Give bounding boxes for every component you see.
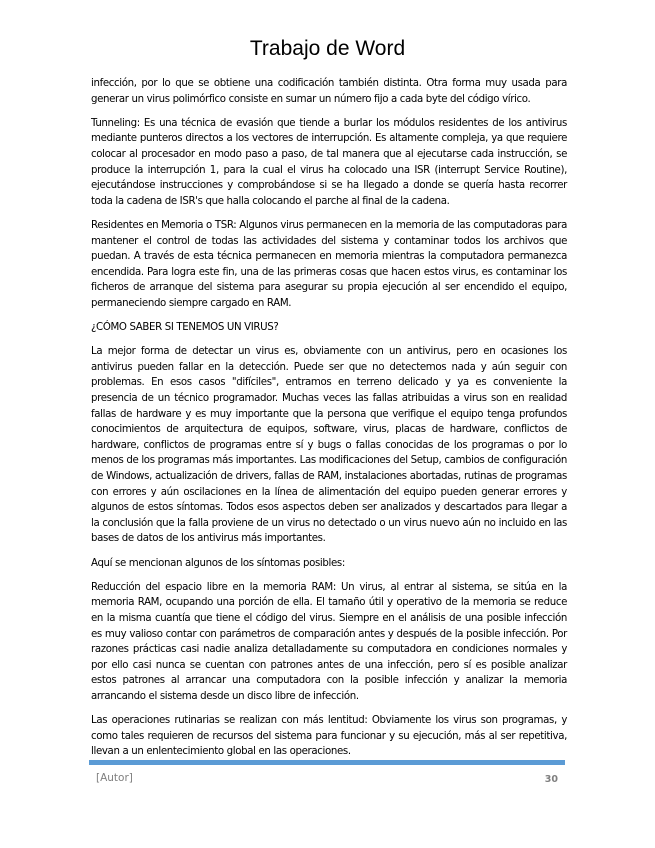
footer-divider (89, 760, 565, 765)
paragraph-deteccion: La mejor forma de detectar un virus es, obviamente con un antivirus, pero en ocasiones los antivirus pueden fallar en la detección. Puede ser que no detectemos nada y aún seguir con problemas. En esos casos "difíciles", entramos en terreno delicado y ya es conveniente la presencia de un técnico programador. Muchas veces las fallas atribuidas a virus son en realidad fallas de hardware y es muy importante que la persona que verifique el equipo tenga profundos conocimientos de arquitectura de equipos, software, virus, placas de hardware, conflictos de hardware, conflictos de programas entre sí y bugs o fallas conocidas de los programas o por lo menos de los programas más importantes. Las modificaciones del Setup, cambios de configuración de Windows, actualización de drivers, fallas de RAM, instalaciones abortadas, rutinas de programas con errores y aún oscilaciones en la línea de alimentación del equipo pueden generar errores y algunos de estos síntomas. Todos esos aspectos deben ser analizados y descartados para llegar a la conclusión que la falla proviene de un virus no detectado o un virus nuevo aún no incluido en las bases de datos de los antivirus más importantes. (91, 346, 567, 545)
paragraph-memoria-ram: Reducción del espacio libre en la memoria RAM: Un virus, al entrar al sistema, se sitúa en la memoria RAM, ocupando una porción de ella. El tamaño útil y operativo de la memoria se reduce en la misma cuantía que tiene el código del virus. Siempre en el análisis de una posible infección es muy valioso contar con parámetros de comparación antes y después de la posible infección. Por razones prácticas casi nadie analiza detalladamente su computadora en condiciones normales y por ello casi nunca se cuentan con patrones antes de una infección, pero sí es posible analizar estos patrones al arrancar una computadora con la posible infección y analizar la memoria arrancando el sistema desde un disco libre de infección. (91, 581, 567, 702)
paragraph-sintomas-intro: Aquí se mencionan algunos de los síntomas posibles: (91, 557, 345, 569)
paragraph-residentes: Residentes en Memoria o TSR: Algunos virus permanecen en la memoria de las computadoras para mantener el control de todas las actividades del sistema y contaminar todos los archivos que puedan. A través de esta técnica permanecen en memoria mientras la computadora permanezca encendida. Para logra este fin, una de las primeras cosas que hacen estos virus, es contaminar los ficheros de arranque del sistema para asegurar su propia ejecución al ser encendido el equipo, permaneciendo siempre cargado en RAM. (91, 219, 567, 309)
section-heading: ¿CÓMO SABER SI TENEMOS UN VIRUS? (91, 322, 279, 334)
paragraph-lentitud: Las operaciones rutinarias se realizan con más lentitud: Obviamente los virus son programas, y como tales requieren de recursos del sistema para funcionar y su ejecución, más al ser repetitiva, llevan a un enlentecimiento global en las operaciones. (91, 715, 567, 758)
page-number: 30 (544, 774, 558, 785)
paragraph-polimorfico: infección, por lo que se obtiene una codificación también distinta. Otra forma muy usada para generar un virus polimórfico consiste en sumar un número fijo a cada byte del código vírico. (91, 78, 567, 105)
paragraph-tunneling: Tunneling: Es una técnica de evasión que tiende a burlar los módulos residentes de los antivirus mediante punteros directos a los vectores de interrupción. Es altamente compleja, ya que requiere colocar al procesador en modo paso a paso, de tal manera que al ejecutarse cada instrucción, se produce la interrupción 1, para la cual el virus ha colocado una ISR (interrupt Service Routine), ejecutándose instrucciones y comprobándose si se ha llegado a donde se quería hasta recorrer toda la cadena de ISR's que halla colocando el parche al final de la cadena. (91, 117, 567, 207)
footer-author: [Autor] (96, 772, 133, 784)
document-body (91, 76, 567, 769)
page-header-title: Trabajo de Word (249, 37, 406, 60)
